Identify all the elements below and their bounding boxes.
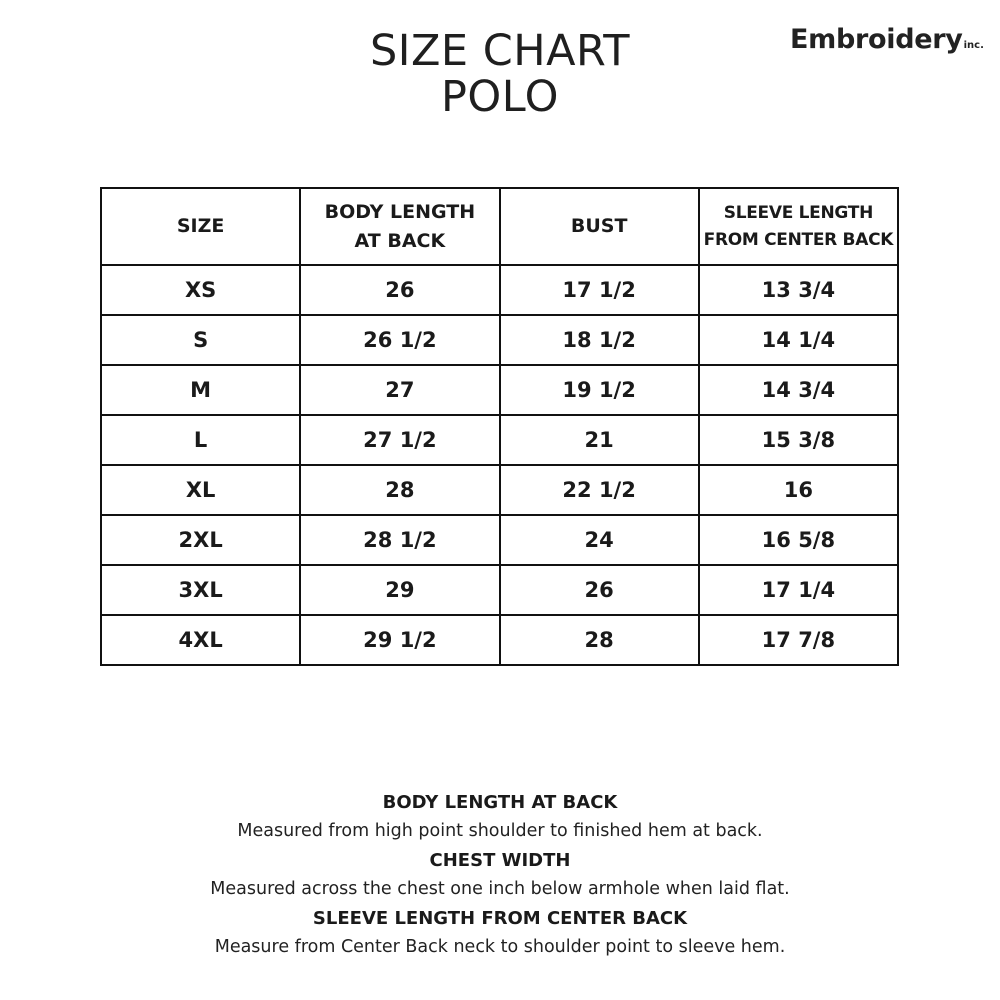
header-body-length	[300, 188, 499, 265]
cell-size: L	[101, 415, 300, 465]
cell-bust: 17 1/2	[500, 265, 699, 315]
brand-logo	[790, 24, 984, 64]
cell-body-length: 29	[300, 565, 499, 615]
cell-body-length: 26 1/2	[300, 315, 499, 365]
note-text-chest-width: Measured across the chest one inch below armhole when laid flat.	[210, 879, 790, 899]
table-row	[101, 465, 898, 515]
measurement-notes	[0, 788, 1000, 962]
cell-bust: 18 1/2	[500, 315, 699, 365]
cell-sleeve-length: 14 3/4	[699, 365, 898, 415]
cell-sleeve-length: 17 7/8	[699, 615, 898, 665]
table-row	[101, 365, 898, 415]
header-size	[101, 188, 300, 265]
cell-body-length: 28	[300, 465, 499, 515]
title-line-size-chart: SIZE CHART	[369, 26, 631, 76]
cell-body-length: 28 1/2	[300, 515, 499, 565]
cell-sleeve-length: 16	[699, 465, 898, 515]
cell-body-length: 26	[300, 265, 499, 315]
cell-size: XL	[101, 465, 300, 515]
cell-sleeve-length: 17 1/4	[699, 565, 898, 615]
cell-bust: 28	[500, 615, 699, 665]
cell-size: S	[101, 315, 300, 365]
table-row	[101, 415, 898, 465]
table-row	[101, 565, 898, 615]
note-heading-sleeve-length: SLEEVE LENGTH FROM CENTER BACK	[312, 908, 688, 929]
header-body-length-line2: AT BACK	[354, 229, 446, 252]
header-sleeve-length	[699, 188, 898, 265]
cell-size: 2XL	[101, 515, 300, 565]
table-header-row	[101, 188, 898, 265]
logo-wordmark: Embroidery	[790, 24, 963, 55]
cell-bust: 21	[500, 415, 699, 465]
cell-bust: 22 1/2	[500, 465, 699, 515]
note-heading-chest-width: CHEST WIDTH	[429, 850, 571, 871]
note-heading-body-length: BODY LENGTH AT BACK	[382, 792, 618, 813]
header-bust-label: BUST	[570, 215, 628, 237]
table-row	[101, 515, 898, 565]
cell-body-length: 27	[300, 365, 499, 415]
cell-size: 4XL	[101, 615, 300, 665]
table-row	[101, 265, 898, 315]
cell-bust: 26	[500, 565, 699, 615]
cell-bust: 24	[500, 515, 699, 565]
note-text-sleeve-length: Measure from Center Back neck to shoulder point to sleeve hem.	[214, 937, 786, 957]
cell-bust: 19 1/2	[500, 365, 699, 415]
cell-size: XS	[101, 265, 300, 315]
header-size-label: SIZE	[176, 215, 225, 237]
logo-suffix: inc.	[963, 40, 984, 51]
note-text-body-length: Measured from high point shoulder to finished hem at back.	[237, 821, 763, 841]
cell-sleeve-length: 15 3/8	[699, 415, 898, 465]
size-table	[100, 187, 899, 666]
cell-body-length: 27 1/2	[300, 415, 499, 465]
cell-size: M	[101, 365, 300, 415]
header-sleeve-length-line1: SLEEVE LENGTH	[723, 202, 873, 223]
cell-body-length: 29 1/2	[300, 615, 499, 665]
header-sleeve-length-line2: FROM CENTER BACK	[703, 229, 894, 250]
table-row	[101, 315, 898, 365]
cell-sleeve-length: 14 1/4	[699, 315, 898, 365]
table-row	[101, 615, 898, 665]
header-body-length-line1: BODY LENGTH	[324, 200, 476, 223]
cell-sleeve-length: 16 5/8	[699, 515, 898, 565]
cell-size: 3XL	[101, 565, 300, 615]
title-line-product: POLO	[440, 72, 560, 122]
cell-sleeve-length: 13 3/4	[699, 265, 898, 315]
header-bust	[500, 188, 699, 265]
